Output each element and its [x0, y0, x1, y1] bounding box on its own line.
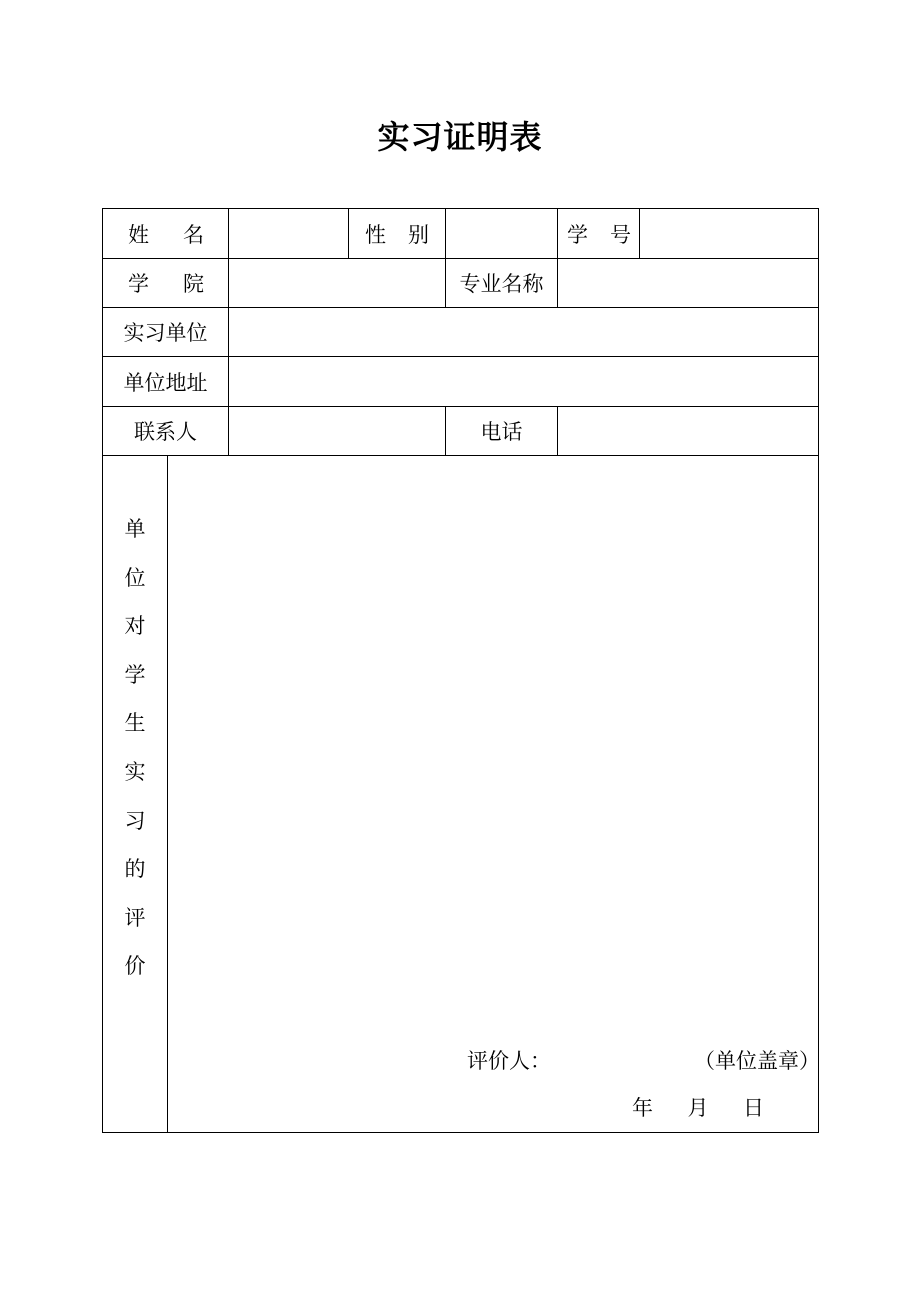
name-value-cell[interactable] [228, 208, 349, 259]
student-id-value-cell[interactable] [639, 208, 819, 259]
evaluator-label: 评价人： [467, 1049, 551, 1073]
date-day-label: 日 [743, 1096, 764, 1120]
major-value-cell[interactable] [557, 258, 819, 308]
college-value-cell[interactable] [228, 258, 446, 308]
evaluation-label-char: 学 [124, 662, 146, 687]
phone-value-cell[interactable] [557, 406, 819, 456]
college-label-char: 学 [128, 272, 149, 296]
evaluation-label-char: 评 [124, 905, 146, 930]
evaluation-label-char: 单 [124, 517, 146, 541]
name-label-char: 名 [183, 222, 204, 247]
page-title: 实习证明表 [377, 118, 543, 156]
evaluation-label-char: 实 [124, 759, 146, 784]
seal-label: （单位盖章） [694, 1049, 820, 1073]
contact-value-cell[interactable] [228, 406, 446, 456]
college-label-char: 院 [183, 272, 204, 296]
gender-label [365, 208, 429, 259]
date-month-label: 月 [687, 1096, 709, 1120]
student-id-label-char: 号 [610, 222, 631, 247]
evaluation-label-char: 价 [124, 954, 146, 979]
evaluation-content-cell[interactable] [167, 455, 819, 1133]
address-value-cell[interactable] [228, 356, 819, 407]
college-label [128, 258, 204, 308]
evaluation-label-char: 生 [124, 711, 146, 736]
gender-label-char: 别 [408, 222, 429, 247]
student-id-label-char: 学 [567, 222, 588, 247]
evaluation-label-char: 习 [124, 808, 146, 833]
gender-label-char: 性 [365, 222, 386, 247]
unit-value-cell[interactable] [228, 307, 819, 357]
evaluation-label-char: 对 [124, 614, 146, 639]
evaluation-label-char: 的 [124, 857, 146, 882]
date-line [632, 1092, 764, 1122]
student-id-label [567, 208, 631, 259]
gender-value-cell[interactable] [445, 208, 558, 259]
evaluation-vertical-label [103, 505, 167, 991]
major-label: 专业名称 [459, 272, 544, 296]
address-label: 单位地址 [123, 370, 208, 395]
date-year-label: 年 [632, 1096, 653, 1120]
unit-label: 实习单位 [123, 321, 208, 345]
contact-label: 联系人 [134, 420, 197, 444]
name-label [128, 208, 204, 259]
name-label-char: 姓 [128, 222, 149, 247]
phone-label: 电话 [480, 420, 523, 444]
evaluation-label-char: 位 [124, 565, 146, 590]
